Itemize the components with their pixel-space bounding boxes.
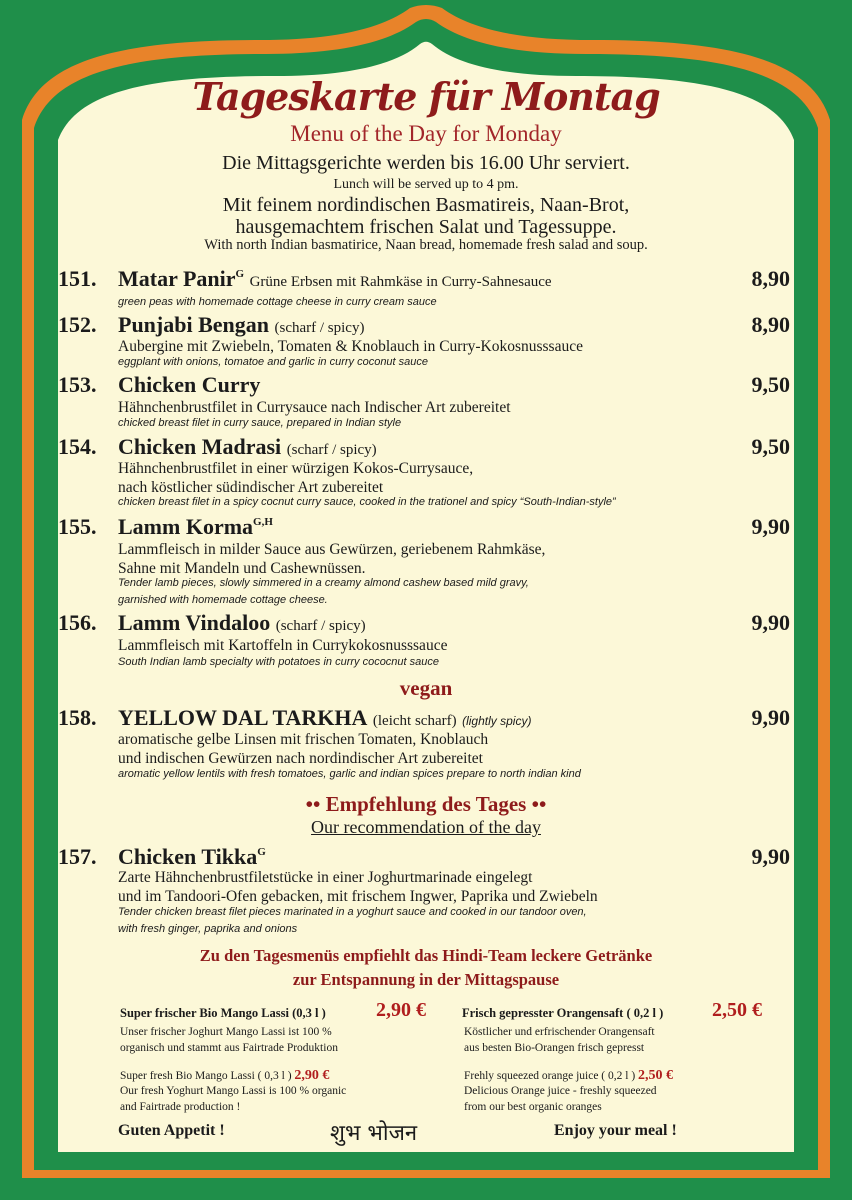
lassi-description-en: Our fresh Yoghurt Mango Lassi is 100 % organic and Fairtrade production !	[120, 1085, 347, 1113]
dish-name: YELLOW DAL TARKHA (leicht scharf) (lightly spicy)	[118, 705, 532, 730]
dish-description-de: aromatische gelbe Linsen mit frischen Tomaten, Knoblauch und indischen Gewürzen nach nordindischer Art zubereitet	[118, 731, 489, 767]
dish-description-en: green peas with homemade cottage cheese in curry cream sauce	[118, 296, 437, 308]
lunch-time-de: Die Mittagsgerichte werden bis 16.00 Uhr serviert.	[222, 152, 630, 174]
dish-description-de: Hähnchenbrustfilet in einer würzigen Kokos-Currysauce, nach köstlicher südindischer Art zubereitet	[118, 460, 474, 496]
orange-juice-price: 2,50 €	[712, 999, 762, 1021]
dish-number: 158.	[58, 705, 97, 730]
drinks-heading: Zu den Tagesmenüs empfiehlt das Hindi-Team leckere Getränke zur Entspannung in der Mittagspause	[199, 946, 653, 989]
lassi-title: Super frischer Bio Mango Lassi (0,3 l )	[120, 1006, 326, 1020]
dish-description-de: Lammfleisch mit Kartoffeln in Currykokosnusssauce	[118, 637, 448, 654]
dish-name: Punjabi Bengan (scharf / spicy)	[118, 312, 365, 337]
orange-juice-title-en: Frehly squeezed orange juice ( 0,2 l ) 2,50 €	[464, 1068, 674, 1083]
dish-description-en: chicked breast filet in curry sauce, prepared in Indian style	[118, 417, 402, 429]
footer-enjoy-meal: Enjoy your meal !	[554, 1122, 677, 1139]
dish-description-en: Tender lamb pieces, slowly simmered in a creamy almond cashew based mild gravy, garnished with homemade cottage cheese.	[118, 577, 529, 606]
dish-price: 8,90	[751, 266, 790, 291]
vegan-heading: vegan	[399, 676, 453, 700]
footer-guten-appetit: Guten Appetit !	[118, 1122, 225, 1139]
dish-description-de: Hähnchenbrustfilet in Currysauce nach Indischer Art zubereitet	[118, 399, 511, 416]
dish-description-de: Zarte Hähnchenbrustfiletstücke in einer Joghurtmarinade eingelegt und im Tandoori-Ofen gebacken, mit frischem Ingwer, Paprika und Zwiebeln	[118, 869, 598, 905]
dish-number: 153.	[58, 372, 97, 397]
dish-price: 9,50	[751, 372, 790, 397]
dish-price: 8,90	[751, 312, 790, 337]
dish-name: Lamm Vindaloo (scharf / spicy)	[118, 610, 366, 635]
dish-price: 9,90	[751, 844, 790, 869]
dish-name: Matar Panir$^G$ Grüne Erbsen mit Rahmkäse in Curry-Sahnesauce	[118, 266, 552, 291]
footer-hindi-text: शुभ भोजन	[330, 1121, 418, 1146]
dish-number: 156.	[58, 610, 97, 635]
dish-description-en: chicken breast filet in a spicy cocnut curry sauce, cooked in the trationel and spicy “South-Indian-style”	[118, 496, 616, 508]
page-title: Tageskarte für Montag	[192, 74, 660, 119]
dish-number: 154.	[58, 434, 97, 459]
lassi-description-de: Unser frischer Joghurt Mango Lassi ist 100 % organisch und stammt aus Fairtrade Produktion	[120, 1026, 338, 1054]
dish-name: Chicken Tikka$^G$	[118, 844, 266, 869]
dish-number: 155.	[58, 514, 97, 539]
page-subtitle: Menu of the Day for Monday	[290, 121, 562, 146]
dish-number: 151.	[58, 266, 97, 291]
dish-description-en: South Indian lamb specialty with potatoes in curry cococnut sauce	[118, 656, 440, 668]
sides-en: With north Indian basmatirice, Naan bread, homemade fresh salad and soup.	[204, 237, 648, 253]
dish-description-en: Tender chicken breast filet pieces marinated in a yoghurt sauce and cooked in our tandoor oven, with fresh ginger, paprika and onions	[118, 906, 587, 935]
dish-name: Chicken Madrasi (scharf / spicy)	[118, 434, 377, 459]
dish-number: 152.	[58, 312, 97, 337]
dish-description-de: Aubergine mit Zwiebeln, Tomaten & Knoblauch in Curry-Kokosnusssauce	[118, 338, 583, 355]
dish-name: Lamm Korma$^{G,H}$	[118, 514, 273, 539]
lassi-price: 2,90 €	[376, 999, 426, 1021]
dish-price: 9,90	[751, 610, 790, 635]
lassi-title-en: Super fresh Bio Mango Lassi ( 0,3 l ) 2,90 €	[120, 1068, 330, 1083]
dish-name: Chicken Curry	[118, 372, 261, 397]
dish-description-en: eggplant with onions, tomatoe and garlic in curry coconut sauce	[118, 356, 429, 368]
dish-price: 9,90	[751, 514, 790, 539]
recommendation-heading: •• Empfehlung des Tages ••	[305, 792, 547, 816]
orange-juice-title: Frisch gepresster Orangensaft ( 0,2 l )	[462, 1006, 664, 1020]
sides-de: Mit feinem nordindischen Basmatireis, Naan-Brot, hausgemachtem frischen Salat und Tagessuppe.	[222, 194, 630, 238]
lunch-time-en: Lunch will be served up to 4 pm.	[333, 177, 519, 192]
dish-number: 157.	[58, 844, 97, 869]
dish-price: 9,90	[751, 705, 790, 730]
recommendation-subheading: Our recommendation of the day	[311, 817, 541, 837]
orange-juice-description-de: Köstlicher und erfrischender Orangensaft aus besten Bio-Orangen frisch gepresst	[464, 1026, 655, 1054]
dish-description-en: aromatic yellow lentils with fresh tomatoes, garlic and indian spices prepare to north indian kind	[118, 768, 581, 780]
dish-description-de: Lammfleisch in milder Sauce aus Gewürzen, geriebenem Rahmkäse, Sahne mit Mandeln und Cashewnüssen.	[118, 541, 546, 577]
orange-juice-description-en: Delicious Orange juice - freshly squeezed from our best organic oranges	[464, 1085, 657, 1113]
dish-price: 9,50	[751, 434, 790, 459]
